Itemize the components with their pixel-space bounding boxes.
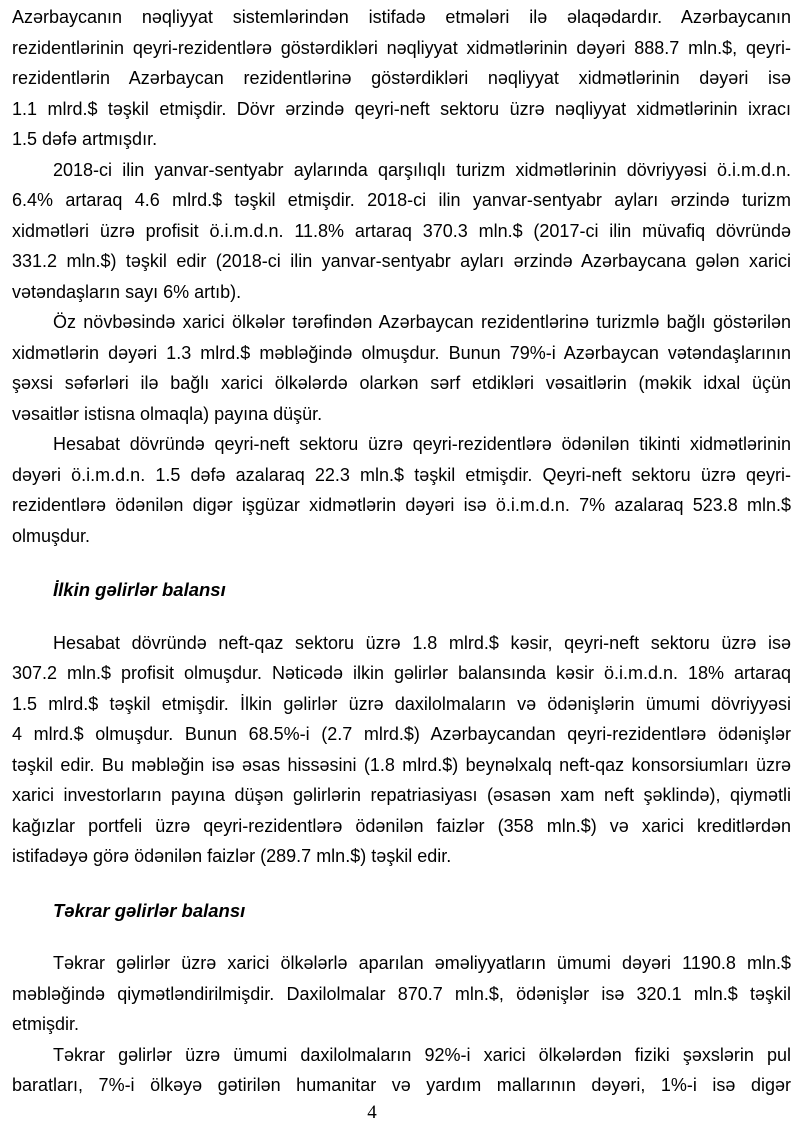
text-line: rezidentlərin Azərbaycan rezidentlərinə göstərdikləri nəqliyyat xidmətlərinin dəyəri isə bbox=[12, 68, 791, 88]
text-line: xidmətləri üzrə profisit ö.i.m.d.n. 11.8% artaraq 370.3 mln.$ (2017-ci ilin müvafiq dövründə bbox=[12, 220, 791, 241]
text-line: rezidentlərinin qeyri-rezidentlərə göstərdikləri nəqliyyat xidmətlərinin dəyəri 888.7 mln.$, qeyri- bbox=[12, 37, 791, 58]
paragraph bbox=[12, 1040, 791, 1101]
text-line: 307.2 mln.$ profisit olmuşdur. Nəticədə ilkin gəlirlər balansında kəsir ö.i.m.d.n. 18% artaraq bbox=[12, 663, 791, 683]
text-line: təşkil edir. Bu məbləğin isə əsas hissəsini (1.8 mlrd.$) beynəlxalq neft-qaz konsorsiumları üzrə bbox=[12, 754, 791, 775]
text-line: rezidentlərə ödənilən digər işgüzar xidmətlərin dəyəri isə ö.i.m.d.n. 7% azalaraq 523.8 mln.$ bbox=[12, 495, 791, 515]
paragraph bbox=[12, 307, 791, 429]
text-line: xidmətlərin dəyəri 1.3 mlrd.$ məbləğində olmuşdur. Bunun 79%-i Azərbaycan vətəndaşlarının bbox=[12, 342, 791, 363]
text-line: Hesabat dövründə neft-qaz sektoru üzrə 1.8 mlrd.$ kəsir, qeyri-neft sektoru üzrə isə bbox=[53, 632, 791, 653]
text-line: 1.1 mlrd.$ təşkil etmişdir. Dövr ərzində qeyri-neft sektoru üzrə nəqliyyat xidmətlərinin ixracı bbox=[12, 98, 791, 119]
text-line: Təkrar gəlirlər üzrə xarici ölkələrlə aparılan əməliyyatların ümumi dəyəri 1190.8 mln.$ bbox=[53, 953, 791, 973]
text-line: vəsaitlər istisna olmaqla) payına düşür. bbox=[12, 403, 323, 424]
text-line: 1.5 dəfə artmışdır. bbox=[12, 129, 158, 149]
text-line: Azərbaycanın nəqliyyat sistemlərindən istifadə etmələri ilə əlaqədardır. Azərbaycanın bbox=[12, 7, 791, 27]
page-number: 4 bbox=[367, 1102, 377, 1123]
section-heading: İlkin gəlirlər balansı bbox=[53, 579, 226, 600]
text-line: istifadəyə görə ödənilən faizlər (289.7 mln.$) təşkil edir. bbox=[12, 846, 452, 866]
text-line: etmişdir. bbox=[12, 1014, 80, 1034]
text-line: şəxsi səfərləri ilə bağlı xarici ölkələrdə olarkən sərf etdikləri vəsaitlərin (məkik idxal üçün bbox=[12, 373, 791, 393]
document-body bbox=[12, 2, 791, 1101]
text-line: 4 mlrd.$ olmuşdur. Bunun 68.5%-i (2.7 mlrd.$) Azərbaycandan qeyri-rezidentlərə ödənişlər bbox=[12, 724, 791, 744]
paragraph bbox=[12, 429, 791, 551]
paragraph bbox=[12, 948, 791, 1040]
text-line: vətəndaşların sayı 6% artıb). bbox=[12, 281, 242, 302]
text-line: məbləğində qiymətləndirilmişdir. Daxilolmalar 870.7 mln.$, ödənişlər isə 320.1 mln.$ təşkil bbox=[12, 983, 791, 1004]
page-footer bbox=[12, 1101, 732, 1125]
text-line: Təkrar gəlirlər üzrə ümumi daxilolmaların 92%-i xarici ölkələrdən fiziki şəxslərin pul bbox=[53, 1044, 791, 1065]
text-line: 1.5 mlrd.$ təşkil etmişdir. İlkin gəlirlər üzrə daxilolmaların və ödənişlərin ümumi dövriyyəsi bbox=[12, 693, 791, 714]
text-line: Hesabat dövründə qeyri-neft sektoru üzrə qeyri-rezidentlərə ödənilən tikinti xidmətlərinin bbox=[53, 434, 791, 454]
text-line: baratları, 7%-i ölkəyə gətirilən humanitar və yardım mallarının dəyəri, 1%-i isə digər bbox=[12, 1075, 791, 1095]
paragraph bbox=[12, 2, 791, 155]
text-line: xarici investorların payına düşən gəlirlərin repatriasiyası (əsasən xam neft şəklində), qiymətli bbox=[12, 785, 791, 805]
text-line: kağızlar portfeli üzrə qeyri-rezidentlərə ödənilən faizlər (358 mln.$) və xarici kreditlərdən bbox=[12, 815, 791, 836]
text-line: olmuşdur. bbox=[12, 525, 91, 546]
paragraph bbox=[12, 628, 791, 872]
paragraph bbox=[12, 155, 791, 308]
text-line: 2018-ci ilin yanvar-sentyabr aylarında qarşılıqlı turizm xidmətlərinin dövriyyəsi ö.i.m.d.n. bbox=[53, 159, 791, 180]
text-line: 331.2 mln.$) təşkil edir (2018-ci ilin yanvar-sentyabr ayları ərzində Azərbaycana gələn xarici bbox=[12, 251, 791, 271]
section-heading: Təkrar gəlirlər balansı bbox=[53, 899, 246, 921]
text-line: 6.4% artaraq 4.6 mlrd.$ təşkil etmişdir. 2018-ci ilin yanvar-sentyabr ayları ərzində turizm bbox=[12, 190, 791, 210]
text-line: dəyəri ö.i.m.d.n. 1.5 dəfə azalaraq 22.3 mln.$ təşkil etmişdir. Qeyri-neft sektoru üzrə qeyri- bbox=[12, 464, 791, 485]
text-line: Öz növbəsində xarici ölkələr tərəfindən Azərbaycan rezidentlərinə turizmlə bağlı göstərilən bbox=[53, 312, 791, 332]
